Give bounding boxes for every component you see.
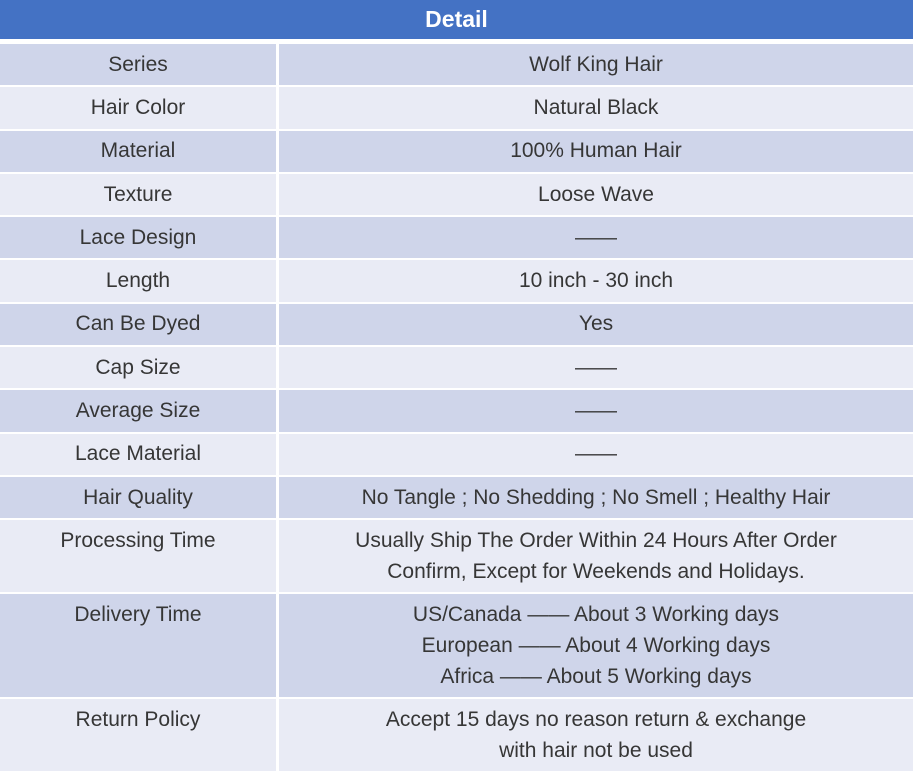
row-label: Hair Color <box>0 87 279 128</box>
row-label: Material <box>0 131 279 172</box>
row-label: Length <box>0 260 279 301</box>
row-value: —— <box>575 442 617 466</box>
table-row <box>0 477 913 520</box>
table-row <box>0 520 913 594</box>
table-title: Detail <box>425 6 488 32</box>
table-row <box>0 390 913 433</box>
row-value: —— <box>575 225 617 249</box>
table-row <box>0 434 913 477</box>
row-value: Accept 15 days no reason return & exchange with hair not be used <box>385 708 807 763</box>
table-row <box>0 174 913 217</box>
row-label: Series <box>0 44 279 85</box>
row-label: Average Size <box>0 390 279 431</box>
row-value: Loose Wave <box>538 182 654 206</box>
table-body <box>0 44 913 771</box>
row-value: —— <box>575 399 617 423</box>
table-row <box>0 87 913 130</box>
row-value: 100% Human Hair <box>510 139 682 163</box>
table-row <box>0 594 913 699</box>
row-label: Delivery Time <box>0 594 279 697</box>
row-label: Can Be Dyed <box>0 304 279 345</box>
row-label: Hair Quality <box>0 477 279 518</box>
row-value: No Tangle ; No Shedding ; No Smell ; Healthy Hair <box>361 485 831 509</box>
row-label: Cap Size <box>0 347 279 388</box>
row-label: Lace Design <box>0 217 279 258</box>
row-label: Return Policy <box>0 699 279 771</box>
row-label: Lace Material <box>0 434 279 475</box>
table-row <box>0 699 913 771</box>
row-value: Yes <box>578 312 614 336</box>
row-label: Processing Time <box>0 520 279 592</box>
row-value: Natural Black <box>533 95 659 119</box>
row-label: Texture <box>0 174 279 215</box>
table-row <box>0 131 913 174</box>
row-value: —— <box>575 355 617 379</box>
table-row <box>0 260 913 303</box>
table-header <box>0 0 913 39</box>
row-value: US/Canada —— About 3 Working days European —— About 4 Working days Africa —— About 5 Working days <box>412 603 780 689</box>
row-value: 10 inch - 30 inch <box>518 269 674 293</box>
table-row <box>0 304 913 347</box>
row-value: Usually Ship The Order Within 24 Hours After Order Confirm, Except for Weekends and Holidays. <box>355 529 837 584</box>
table-row <box>0 347 913 390</box>
table-row <box>0 44 913 87</box>
row-value: Wolf King Hair <box>529 52 663 76</box>
table-row <box>0 217 913 260</box>
